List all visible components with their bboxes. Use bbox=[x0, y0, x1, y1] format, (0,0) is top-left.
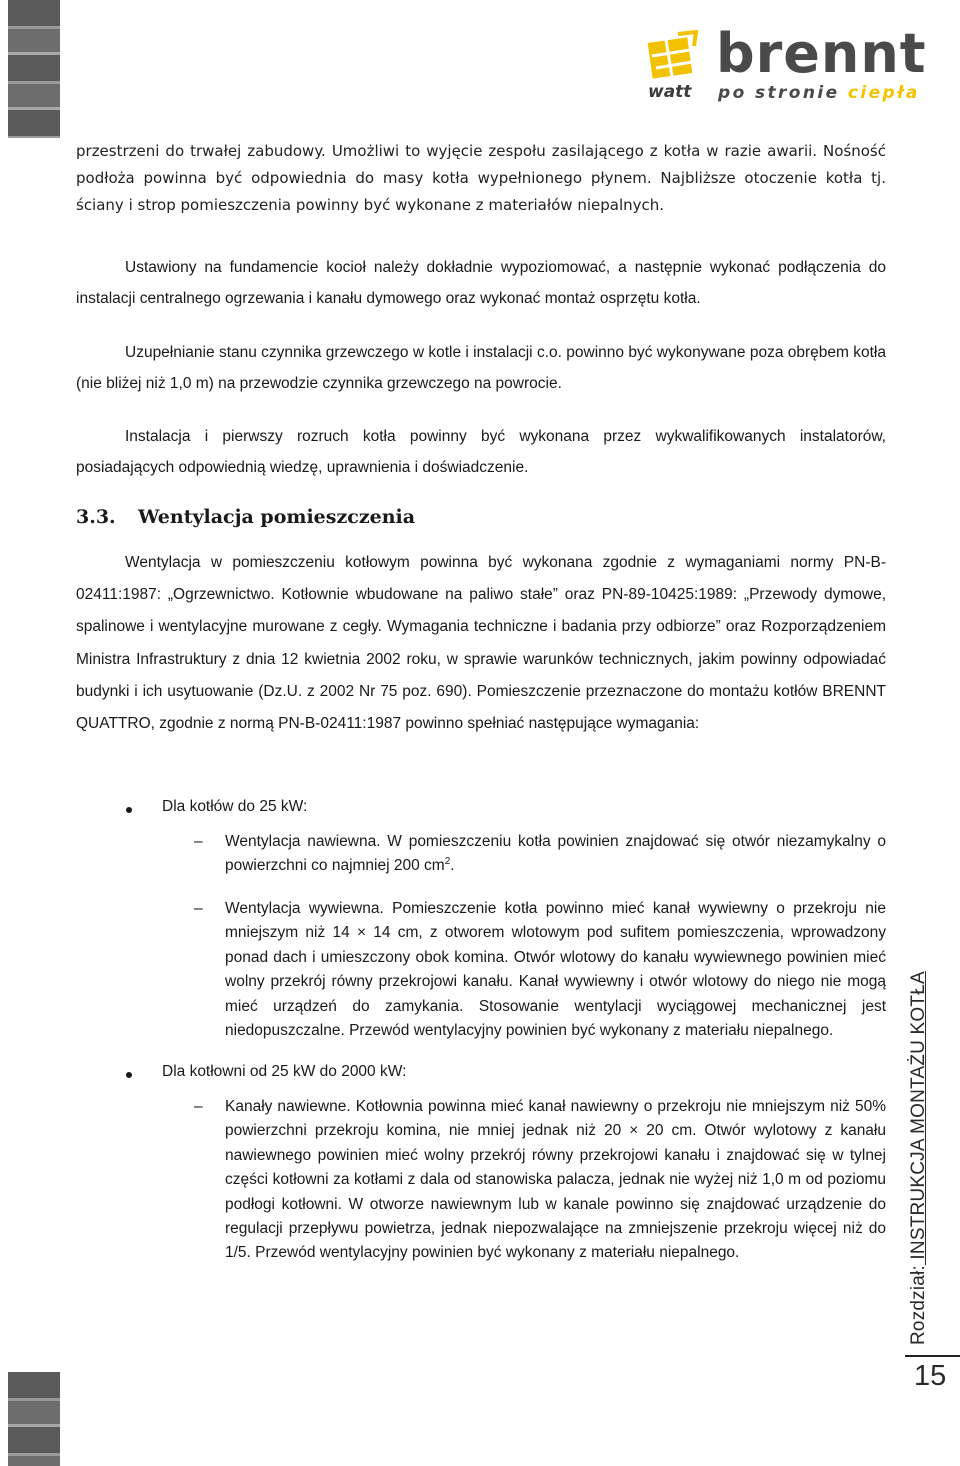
paragraph-installation: Instalacja i pierwszy rozruch kotła powinny być wykonana przez wykwalifikowanych instalatorów, posiadających odpowiednią wiedzę, uprawnienia i doświadczenie. bbox=[76, 428, 886, 476]
paragraph-filling: Uzupełnianie stanu czynnika grzewczego w kotle i instalacji c.o. powinno być wykonywane poza obrębem kotła (nie bliżej niż 1,0 m) na przewodzie czynnika grzewczego na powrocie. bbox=[76, 344, 886, 392]
dash-item-text: Wentylacja wywiewna. Pomieszczenie kotła powinno mieć kanał wywiewny o przekroju nie mniejszym niż 14 × 14 cm, z otworem wlotowym pod sufitem pomieszczenia, wprowadzony ponad dach i umieszczony obok komina. Otwór wlotowy do kanału wywiewnego powinien mieć wolny przekrój równy przekrojowi kanału. Kanał wywiewny i otwór wlotowy do niego nie mogą mieć urządzeń do zamykania. Stosowanie wentylacji wyciągowej mechanicznej jest niedopuszczalne. Przewód wentylacyjny powinien być wykonany z materiału niepalnego. bbox=[225, 900, 886, 1040]
section-number: 3.3. bbox=[76, 506, 116, 528]
tagline-part-1: po stronie bbox=[718, 83, 848, 103]
paragraph-leveling: Ustawiony na fundamencie kocioł należy dokładnie wypoziomować, a następnie wykonać podłączenia do instalacji centralnego ogrzewania i kanału dymowego oraz wykonać montaż osprzętu kotła. bbox=[76, 259, 886, 307]
dash-item bbox=[194, 830, 886, 879]
brand-tagline bbox=[718, 83, 920, 103]
dash-item bbox=[194, 1095, 886, 1266]
page-number: 15 bbox=[914, 1360, 947, 1392]
brand-watt: watt bbox=[648, 82, 692, 102]
dash-item-body: Wentylacja nawiewna. W pomieszczeniu kotła powinien znajdować się otwór niezamykalny o powierzchni co najmniej 200 cm bbox=[225, 833, 886, 875]
section-title: Wentylacja pomieszczenia bbox=[138, 506, 416, 528]
bullet-label: Dla kotłowni od 25 kW do 2000 kW: bbox=[162, 1063, 407, 1080]
dash-item-text: Kanały nawiewne. Kotłownia powinna mieć kanał nawiewny o przekroju nie mniejszym niż 50% powierzchni przekroju komina, nie mniej jednak niż 20 × 20 cm. Otwór wylotowy z kanału nawiewnego powinien mieć wolny przekrój równy przekrojowi kanału i znajdować się w tylnej części kotłowni za kotłami z dala od stanowiska palacza, jednak nie wyżej niż 1,0 m od poziomu podłogi kotłowni. W otworze nawiewnym lub w kanale powinno się znajdować urządzenie do regulacji przepływu powietrza, jednak niepozwalające na zmniejszenie przekroju więcej niż do 1/5. Przewód wentylacyjny powinien być wykonany z materiału niepalnego. bbox=[225, 1098, 886, 1262]
dash-item-end: . bbox=[450, 857, 455, 875]
dash-marker: – bbox=[194, 833, 203, 850]
dash-item bbox=[194, 897, 886, 1043]
bullet-label: Dla kotłów do 25 kW: bbox=[162, 798, 308, 815]
brand-name: brennt bbox=[716, 22, 927, 85]
section-paragraph: Wentylacja w pomieszczeniu kotłowym powinna być wykonana zgodnie z wymaganiami normy PN-B-02411:1987: „Ogrzewnictwo. Kotłownie wbudowane na paliwo stałe” oraz PN-89-10425:1989: „Przewody dymowe, spalinowe i wentylacyjne murowane z cegły. Wymagania techniczne i badania przy odbiorze” oraz Rozporządzeniem Ministra Infrastruktury z dnia 12 kwietnia 2002 roku, w sprawie warunków technicznych, jakim powinny odpowiadać budynki i ich usytuowanie (Dz.U. z 2002 Nr 75 poz. 690). Pomieszczenie przeznaczone do montażu kotłów BRENNT QUATTRO, zgodnie z normą PN-B-02411:1987 powinno spełniać następujące wymagania: bbox=[76, 554, 886, 733]
brennt-logo bbox=[646, 22, 927, 106]
left-decorative-stripes-bottom bbox=[8, 1372, 60, 1466]
dash-marker: – bbox=[194, 900, 203, 917]
left-decorative-stripes-top bbox=[8, 0, 60, 138]
dash-item-text bbox=[225, 830, 886, 879]
dash-marker: – bbox=[194, 1098, 203, 1115]
tagline-part-2: ciepła bbox=[847, 83, 920, 103]
intro-paragraph: przestrzeni do trwałej zabudowy. Umożliwi to wyjęcie zespołu zasilającego z kotła w razie awarii. Nośność podłoża powinna być odpowiednia do masy kotła wypełnionego płynem. Najbliższe otoczenie kotła tj. ściany i strop pomieszczenia powinny być wykonane z materiałów niepalnych. bbox=[76, 142, 886, 214]
bullet-dot bbox=[126, 1072, 132, 1078]
section-heading bbox=[76, 506, 415, 528]
chapter-label-prefix: Rozdział: bbox=[908, 1265, 929, 1345]
chapter-side-label bbox=[908, 971, 930, 1345]
brennt-logo-icon bbox=[646, 30, 698, 82]
page-number-rule bbox=[905, 1355, 960, 1357]
chapter-label-name: INSTRUKCJA MONTAŻU KOTŁA bbox=[908, 971, 929, 1266]
bullet-dot bbox=[126, 807, 132, 813]
superscript: 2 bbox=[444, 856, 451, 868]
